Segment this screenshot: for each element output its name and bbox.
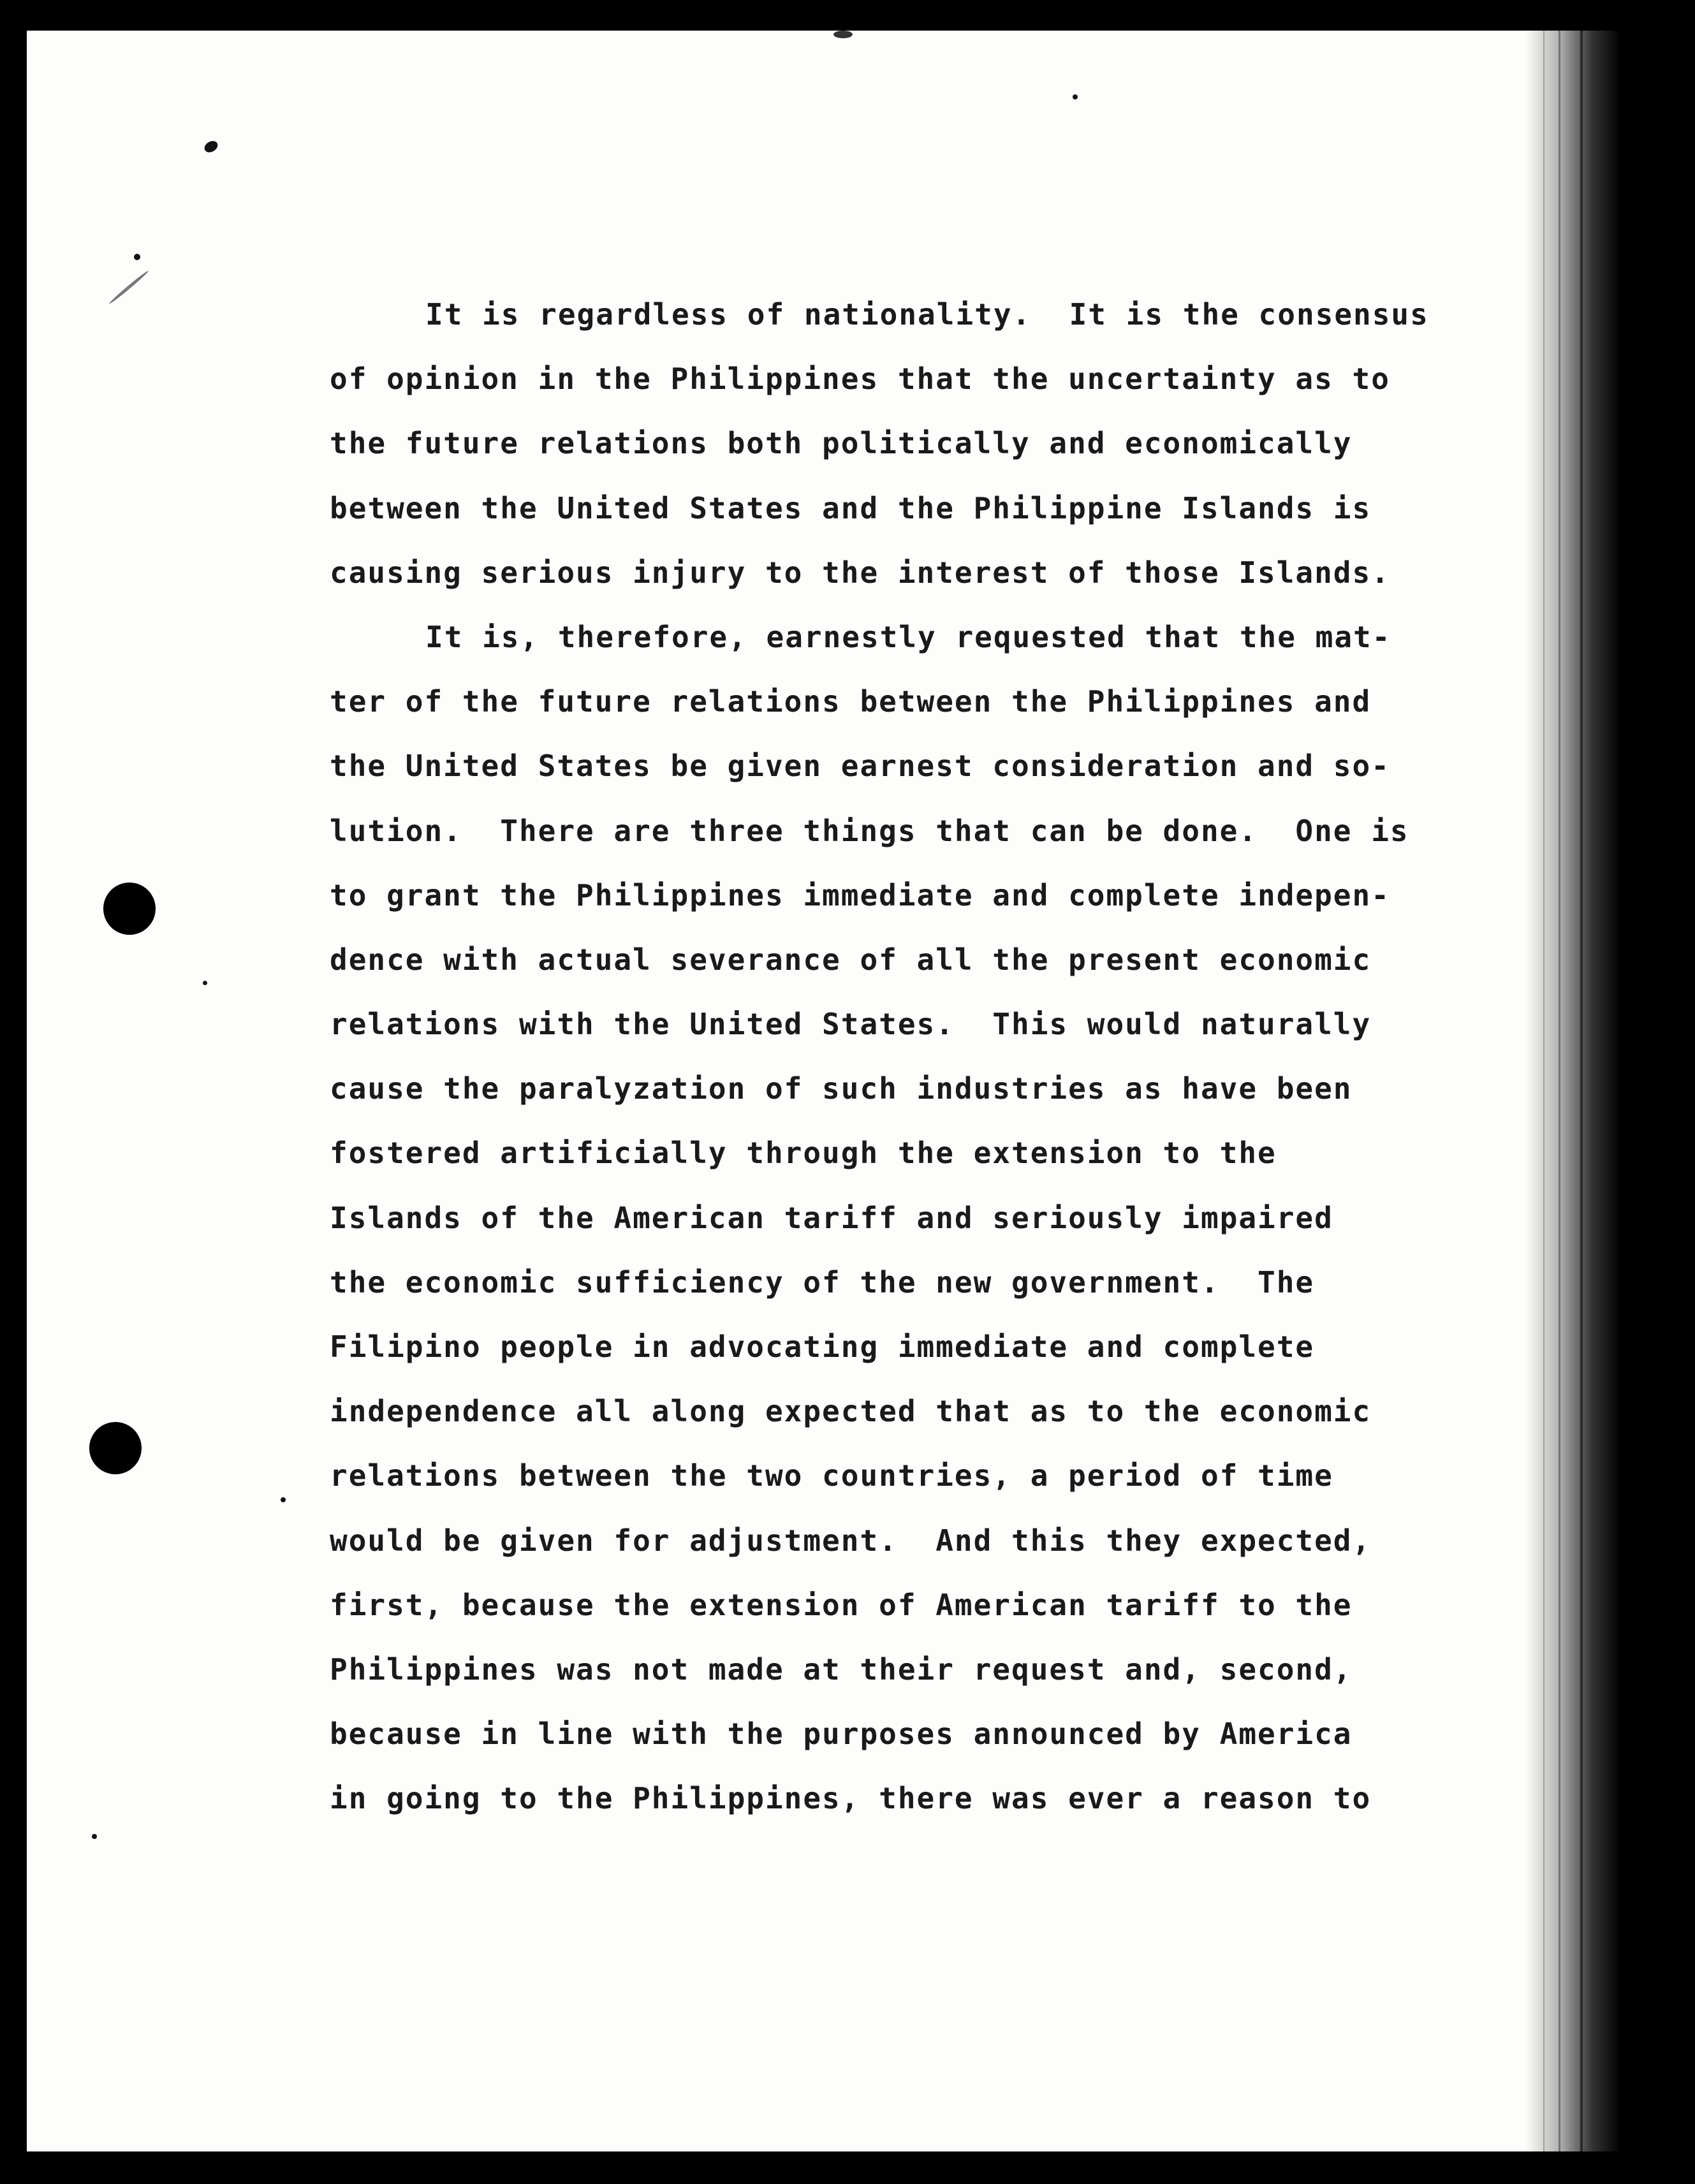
paragraph-2 xyxy=(330,605,1529,1831)
text-line: relations with the United States. This would naturally xyxy=(330,1007,1372,1042)
page-edge-shadow xyxy=(1525,31,1621,2151)
text-line: Islands of the American tariff and seriously impaired xyxy=(330,1200,1333,1235)
text-line: relations between the two countries, a period of time xyxy=(330,1458,1333,1493)
text-line: the United States be given earnest consideration and so- xyxy=(330,749,1390,784)
text-line: lution. There are three things that can be done. One is xyxy=(330,813,1409,848)
text-line: because in line with the purposes announced by America xyxy=(330,1717,1353,1752)
ink-speck xyxy=(134,254,140,260)
text-line: dence with actual severance of all the present economic xyxy=(330,942,1372,977)
ink-speck xyxy=(92,1834,97,1839)
text-line: would be given for adjustment. And this they expected, xyxy=(330,1523,1372,1558)
ink-speck xyxy=(1073,94,1078,99)
typewritten-page xyxy=(27,31,1621,2151)
text-line: the future relations both politically and economically xyxy=(330,426,1353,461)
ink-smudge xyxy=(108,270,149,305)
page-edge-streak xyxy=(1543,31,1545,2151)
body-text xyxy=(330,282,1529,1831)
punch-hole-upper xyxy=(103,883,156,935)
text-line: to grant the Philippines immediate and complete indepen- xyxy=(330,877,1390,912)
text-line: It is regardless of nationality. It is the consensus xyxy=(425,297,1429,332)
page-edge-streak xyxy=(1580,31,1583,2151)
text-line: first, because the extension of American tariff to the xyxy=(330,1587,1353,1622)
text-line: Philippines was not made at their request and, second, xyxy=(330,1652,1353,1687)
ink-speck xyxy=(281,1497,286,1502)
paragraph-1 xyxy=(330,282,1529,605)
text-line: between the United States and the Philippine Islands is xyxy=(330,490,1372,525)
text-line: fostered artificially through the extension to the xyxy=(330,1136,1277,1171)
text-line: ter of the future relations between the Philippines and xyxy=(330,684,1372,719)
text-line: It is, therefore, earnestly requested that the mat- xyxy=(425,619,1391,654)
ink-speck xyxy=(203,981,207,985)
text-line: cause the paralyzation of such industries as have been xyxy=(330,1071,1353,1106)
text-line: of opinion in the Philippines that the uncertainty as to xyxy=(330,362,1390,397)
text-line: independence all along expected that as to the economic xyxy=(330,1394,1372,1429)
text-line: Filipino people in advocating immediate and complete xyxy=(330,1330,1315,1364)
page-edge-streak xyxy=(1559,31,1560,2151)
text-line: in going to the Philippines, there was ever a reason to xyxy=(330,1781,1372,1816)
ink-speck xyxy=(202,139,219,155)
ink-speck xyxy=(833,31,853,38)
text-line: the economic sufficiency of the new government. The xyxy=(330,1264,1315,1300)
punch-hole-lower xyxy=(89,1422,142,1474)
text-line: causing serious injury to the interest of those Islands. xyxy=(330,555,1390,590)
